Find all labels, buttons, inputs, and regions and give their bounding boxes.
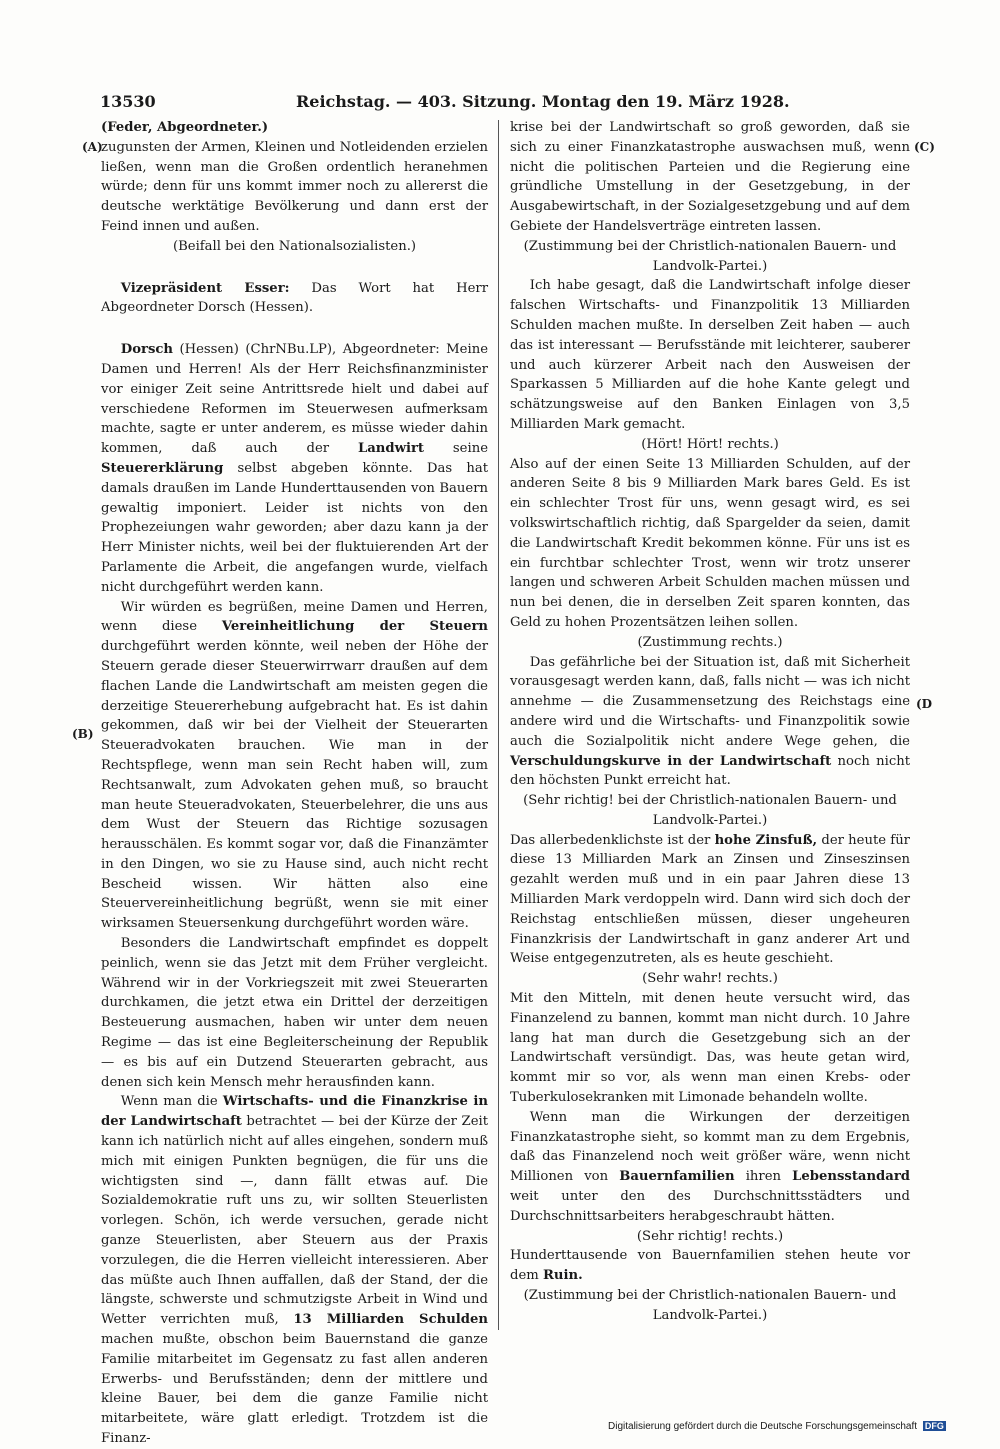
text-run: seine: [424, 441, 488, 457]
emphasis: hohe Zinsfuß,: [714, 832, 818, 848]
paragraph: Mit den Mitteln, mit denen heute versucht wird, das Finanzelend zu bannen, kommt man nicht durch. 10 Jahre lang hat man durch die Gesetzgebung sich an der Landwirtschaft versündigt. Das, was heute getan wird, kommt mir so vor, als wenn man einen Krebs- oder Tuberkulosekranken mit Limonade behandeln wollte.: [510, 991, 910, 1106]
speaker-label: (Feder, Abgeordneter.): [101, 120, 269, 135]
paragraph: [510, 1108, 910, 1227]
emphasis: Lebensstandard: [792, 1169, 910, 1185]
interjection: (Hört! Hört! rechts.): [641, 436, 779, 452]
text-run: Das allerbedenklichste ist der: [510, 832, 715, 848]
page-number: 13530: [100, 92, 156, 111]
interjection: (Zustimmung rechts.): [637, 634, 783, 650]
text-run: selbst abgeben könnte. Das hat damals draußen im Lande Hunderttausenden von Bauern gewaltig imponiert. Leider ist nichts von den Prophezeiungen wahr geworden; aber dazu kann ja der Herr Minister nichts, weil bei der fluktuierenden Art der Parlamente die Arbeit, die angefangen wurde, vielfach nicht durchgeführt werden kann.: [101, 460, 488, 595]
text-run: Wenn man die: [120, 1094, 223, 1110]
paragraph: zugunsten der Armen, Kleinen und Notleidenden erzielen ließen, wenn man die Großen ordentlich heranehmen würde; denn für uns kommt immer noch zu allererst die deutsche werktätige Bevölkerung und dann erst der Feind innen und außen.: [101, 139, 488, 234]
digitization-credit: [608, 1421, 998, 1435]
paragraph: Also auf der einen Seite 13 Milliarden Schulden, auf der anderen Seite 8 bis 9 Milliarden Mark bares Geld. Es ist ein schlechter Trost für uns, wenn gesagt wird, es sei volkswirtschaftlich richtig, daß Spargelder da seien, damit die Landwirtschaft Kredit bekommen könne. Für uns ist es ein furchtbar schlechter Trost, wenn wir trotz unserer langen und schweren Arbeit Schulden machen müssen und nun bei denen, die in derselben Zeit sparen konnten, das Geld zu hohen Prozentsätzen leihen sollen.: [510, 456, 910, 630]
emphasis: Verschuldungskurve in der Landwirtschaft: [510, 753, 832, 769]
text-run: Das Wort hat Herr Abgeordneter Dorsch (Hessen).: [101, 280, 488, 316]
text-run: weit unter den des Durchschnittsstädters und Durchschnittsarbeiters herabgeschraubt hätten.: [510, 1189, 910, 1224]
text-run: betrachtet — bei der Kürze der Zeit kann ich natürlich nicht auf alles eingehen, sondern muß mich mit einigen Punkten begnügen, die für uns die wichtigsten sind —, dann fällt etwas auf. Die Sozialdemokratie ruft uns zu, wir sollten Steuerlisten vorlegen. Schön, ich werde versuchen, gerade nicht ganze Steuerlisten, aber Steuern aus der Praxis vorzulegen, die die Herren vielleicht interessieren. Aber das müßte auch Ihnen auffallen, daß der Stand, der die längste, schwerste und schmutzigste Arbeit in Wind und Wetter verrichten muß,: [101, 1114, 489, 1328]
paragraph: [510, 1246, 910, 1286]
dfg-logo: DFG: [924, 1421, 944, 1431]
speaker-name: Vizepräsident Esser:: [120, 280, 290, 296]
interjection: (Sehr richtig! bei der Christlich-nationalen Bauern- und Landvolk-Partei.): [523, 793, 897, 828]
text-run: (Hessen) (ChrNBu.LP), Abgeordneter: Meine Damen und Herren! Als der Herr Reichsfinanzminister vor einiger Zeit seine Antrittsrede hielt und dabei auf verschiedene Reformen im Steuerwesen aufmerksam machte, sagte er unter anderem, es müsse wieder dahin kommen, daß auch der: [101, 342, 488, 457]
margin-mark-d: (D: [916, 697, 933, 711]
paragraph: [101, 340, 488, 597]
interjection: (Beifall bei den Nationalsozialisten.): [172, 238, 417, 254]
text-run: ihren: [734, 1169, 793, 1185]
speaker-continuation: [101, 118, 488, 138]
left-column: [101, 118, 488, 1449]
right-column: [510, 118, 910, 1326]
text-run: Das gefährliche bei der Situation ist, daß mit Sicherheit vorausgesagt werden kann, daß, falls nicht — was ich nicht annehme — die Zusammensetzung des Reichstags eine andere wird und die Wirtschafts- und Finanzpolitik sowie auch die Sozialpolitik nicht andere Wege gehen, die: [510, 654, 910, 749]
emphasis: Landwirt: [357, 441, 424, 457]
text-run: Hunderttausende von Bauernfamilien stehen heute vor dem: [510, 1248, 910, 1284]
text-run: Wir würden es begrüßen, meine Damen und Herren, wenn diese: [101, 599, 488, 635]
paragraph: [101, 598, 488, 935]
paragraph: [510, 831, 910, 970]
margin-mark-b: (B): [72, 727, 94, 741]
paragraph: Besonders die Landwirtschaft empfindet es doppelt peinlich, wenn sie das Jetzt mit dem Früher vergleicht. Während wir in der Vorkriegszeit mit zwei Steuerarten durchkamen, die jetzt etwa ein Drittel der derzeitigen Besteuerung ausmachen, haben wir unter dem neuen Regime — das ist eine Begleiterscheinung der Republik — es bis auf ein Dutzend Steuerarten gebracht, aus denen sich kein Mensch mehr herausfinden kann.: [101, 936, 488, 1090]
emphasis: Wirtschafts- und die Finanzkrise in der Landwirtschaft: [101, 1094, 488, 1130]
running-title: Reichstag. — 403. Sitzung. Montag den 19. März 1928.: [296, 92, 790, 111]
paragraph: [101, 1092, 488, 1448]
emphasis: Vereinheitlichung der Steuern: [221, 619, 488, 635]
interjection: (Zustimmung bei der Christlich-nationalen Bauern- und Landvolk-Partei.): [523, 1288, 897, 1323]
interjection: (Sehr wahr! rechts.): [642, 971, 778, 987]
column-divider: [498, 120, 499, 1330]
paragraph: Ich habe gesagt, daß die Landwirtschaft infolge dieser falschen Wirtschafts- und Finanzpolitik 13 Milliarden Schulden machen mußte. In derselben Zeit haben — auch das ist interessant — Berufsstände mit leichterer, sauberer und auch kürzerer Arbeit nach den Ausweisen der Sparkassen 5 Milliarden auf die hohe Kante gelegt und schätzungsweise auf den Banken Einlagen von 3,5 Milliarden Mark gemacht.: [510, 278, 910, 432]
footer-text: Digitalisierung gefördert durch die Deutsche Forschungsgemeinschaft: [608, 1421, 918, 1432]
text-run: der heute für diese 13 Milliarden Mark an Zinsen und Zinseszinsen gezahlt werden muß und in ein paar Jahren diese 13 Milliarden Mark verdoppeln wird. Dann wird sich doch der Reichstag entschließen müssen, dieser ungeheuren Finanzkrisis der Landwirtschaft in ganz anderer Art und Weise entgegenzutreten, als es heute geschieht.: [510, 832, 910, 967]
margin-mark-a: (A): [82, 140, 103, 154]
emphasis: 13 Milliarden Schulden: [293, 1312, 488, 1328]
text-run: machen mußte, obschon beim Bauernstand die ganze Familie mitarbeitet im Gegensatz zu fast allen anderen Erwerbs- und Berufsständen; denn der mittlere und kleine Bauer, bei dem die ganze Familie nicht mitarbeitete, wäre glatt erledigt. Trotzdem ist die Finanz-: [101, 1332, 488, 1446]
margin-mark-c: (C): [914, 140, 935, 154]
page-header: [100, 92, 790, 114]
paragraph: krise bei der Landwirtschaft so groß geworden, daß sie sich zu einer Finanzkatastrophe auswachsen muß, wenn nicht die politischen Parteien und die Regierung eine gründliche Umstellung in der Gesetzgebung, in der Ausgabewirtschaft, in der Sozialgesetzgebung und auf dem Gebiete der Handelsverträge eintreten lassen.: [510, 120, 910, 234]
text-run: noch nicht den höchsten Punkt erreicht hat.: [510, 753, 910, 789]
emphasis: Bauernfamilien: [619, 1169, 735, 1185]
emphasis: Steuererklärung: [101, 460, 224, 476]
text-run: durchgeführt werden könnte, weil neben der Höhe der Steuern gerade dieser Steuerwirrwarr draußen auf dem flachen Lande die Landwirtschaft am meisten gegen die derzeitige Steuererhebung aufgebracht hat. Es ist dahin gekommen, daß wir bei der Vielheit der Steuerarten Steueradvokaten brauchen. Wie man in der Rechtspflege, wenn man sein Recht haben will, zum Rechtsanwalt, zum Advokaten gehen muß, so braucht man heute Steueradvokaten, Steuerbelehrer, die uns aus dem Wust der Steuern das Richtige sozusagen herausschälen. Es kommt sogar vor, daß die Finanzämter in den Dingen, wo sie zu Hause sind, auch nicht recht Bescheid wissen. Wir hätten also eine Steuervereinheitlichung begrüßt, wenn sie mit einer wirksamen Steuersenkung durchgeführt worden wäre.: [101, 639, 488, 932]
speaker-name: Dorsch: [120, 342, 174, 358]
paragraph: [510, 653, 910, 792]
interjection: (Sehr richtig! rechts.): [636, 1228, 784, 1244]
text-run: Wenn man die Wirkungen der derzeitigen Finanzkatastrophe sieht, so kommt man zu dem Ergebnis, daß das Finanzelend noch weit größer wäre, wenn nicht Millionen von: [510, 1109, 910, 1185]
emphasis: Ruin.: [542, 1268, 583, 1284]
paragraph: [101, 279, 488, 319]
interjection: (Zustimmung bei der Christlich-nationalen Bauern- und Landvolk-Partei.): [523, 238, 897, 274]
